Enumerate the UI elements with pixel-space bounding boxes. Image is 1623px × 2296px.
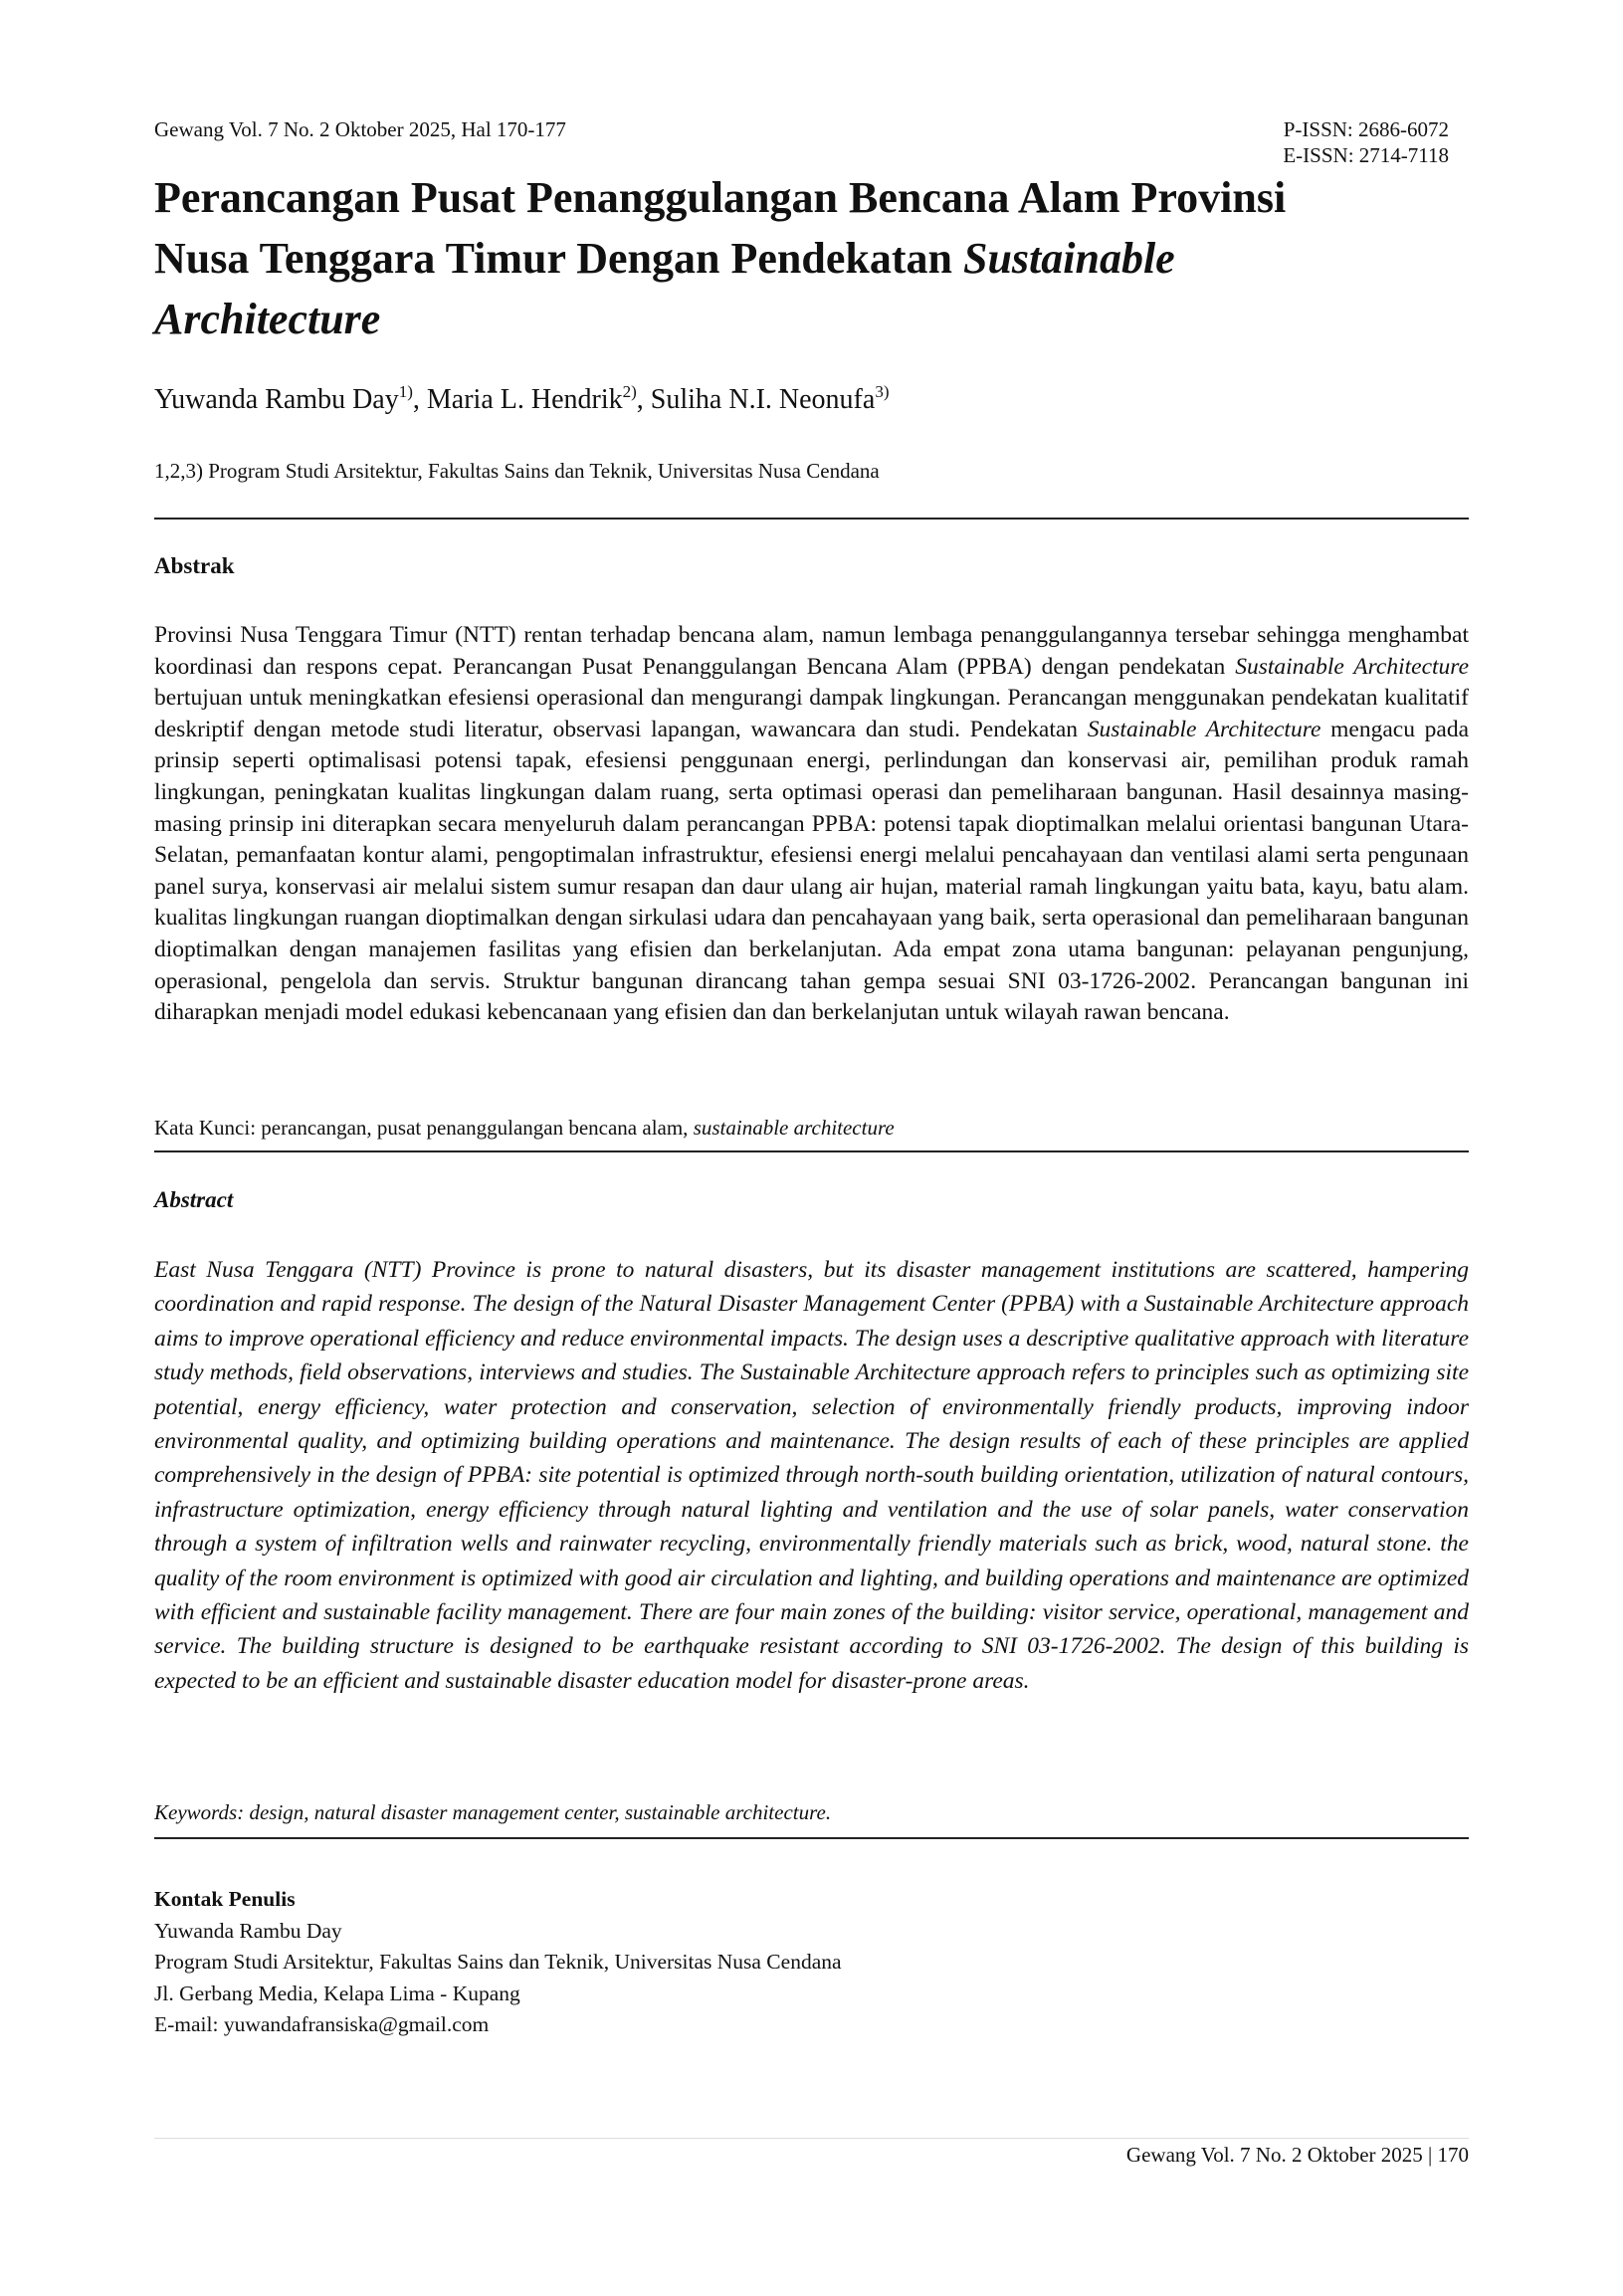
author-separator: , <box>636 384 651 415</box>
title-line-1: Perancangan Pusat Penanggulangan Bencana Alam Provinsi <box>154 173 1287 222</box>
author-list <box>154 383 889 417</box>
issn-block <box>1283 116 1449 168</box>
author-name: Yuwanda Rambu Day <box>154 384 399 415</box>
abstract-body: East Nusa Tenggara (NTT) Province is prone to natural disasters, but its disaster management institutions are scattered, hampering coordination and rapid response. The design of the Natural Disaster Management Center (PPBA) with a Sustainable Architecture approach aims to improve operational efficiency and reduce environmental impacts. The design uses a descriptive qualitative approach with literature study methods, field observations, interviews and studies. The Sustainable Architecture approach refers to principles such as optimizing site potential, energy efficiency, water protection and conservation, selection of environmentally friendly products, improving indoor environmental quality, and optimizing building operations and maintenance. The design results of each of these principles are applied comprehensively in the design of PPBA: site potential is optimized through north-south building orientation, utilization of natural contours, infrastructure optimization, energy efficiency through natural lighting and ventilation and the use of solar panels, water conservation through a system of infiltration wells and rainwater recycling, environmentally friendly materials such as brick, wood, natural stone. the quality of the room environment is optimized with good air circulation and lighting, and building operations and maintenance are optimized with efficient and sustainable facility management. There are four main zones of the building: visitor service, operational, management and service. The building structure is designed to be earthquake resistant according to SNI 03-1726-2002. The design of this building is expected to be an efficient and sustainable disaster education model for disaster-prone areas. <box>154 1257 1469 1694</box>
author-separator: , <box>412 384 427 415</box>
title-italic-sustainable: Sustainable <box>962 234 1175 283</box>
kata-kunci-italic: sustainable architecture <box>693 1116 895 1140</box>
p-issn: P-ISSN: 2686-6072 <box>1283 117 1449 141</box>
abstrak-heading: Abstrak <box>154 553 235 578</box>
author-affiliation-mark: 2) <box>622 382 637 401</box>
abstrak-text-part: Provinsi Nusa Tenggara Timur (NTT) rentan terhadap bencana alam, namun lembaga penanggulangannya tersebar sehingga menghambat koordinasi dan respons cepat. Perancangan Pusat Penanggulangan Bencana Alam (PPBA) dengan pendekatan <box>154 622 1469 680</box>
title-italic-architecture: Architecture <box>154 295 381 343</box>
abstrak-text-part: bertujuan untuk meningkatkan efesiensi operasional dan mengurangi dampak lingkungan. Perancangan menggunakan pendekatan kualitatif deskriptif dengan metode studi literatur, observasi lapangan, wawancara dan studi. Pendekatan <box>154 685 1469 742</box>
divider <box>154 518 1469 520</box>
affiliation: 1,2,3) Program Studi Arsitektur, Fakultas Sains dan Teknik, Universitas Nusa Cendana <box>154 459 880 483</box>
contact-email: E-mail: yuwandafransiska@gmail.com <box>154 2012 490 2036</box>
author-affiliation-mark: 1) <box>398 382 413 401</box>
kata-kunci <box>154 1115 895 1141</box>
journal-citation: Gewang Vol. 7 No. 2 Oktober 2025, Hal 170-177 <box>154 117 566 141</box>
abstrak-italic-term: Sustainable Architecture <box>1087 716 1321 742</box>
divider <box>154 1837 1469 1839</box>
title-line-2: Nusa Tenggara Timur Dengan Pendekatan <box>154 234 963 283</box>
footer-divider <box>154 2138 1469 2139</box>
abstrak-body <box>154 620 1469 1029</box>
divider <box>154 1150 1469 1152</box>
contact-heading: Kontak Penulis <box>154 1887 296 1911</box>
page-footer: Gewang Vol. 7 No. 2 Oktober 2025 | 170 <box>1125 2143 1469 2167</box>
abstract-heading: Abstract <box>154 1187 234 1212</box>
kata-kunci-text: Kata Kunci: perancangan, pusat penanggulangan bencana alam, <box>154 1116 694 1140</box>
abstrak-italic-term: Sustainable Architecture <box>1235 653 1470 680</box>
author-affiliation-mark: 3) <box>875 382 890 401</box>
contact-address: Jl. Gerbang Media, Kelapa Lima - Kupang <box>154 1981 520 2005</box>
paper-title <box>154 167 1448 349</box>
keywords: Keywords: design, natural disaster management center, sustainable architecture. <box>154 1800 832 1824</box>
author-contact <box>154 1884 842 2041</box>
contact-name: Yuwanda Rambu Day <box>154 1918 342 1943</box>
author-name: Maria L. Hendrik <box>426 384 623 415</box>
e-issn: E-ISSN: 2714-7118 <box>1283 143 1449 167</box>
author-name: Suliha N.I. Neonufa <box>650 384 876 415</box>
abstrak-text-part: mengacu pada prinsip seperti optimalisasi potensi tapak, efesiensi penggunaan energi, perlindungan dan konservasi air, pemilihan produk ramah lingkungan, peningkatan kualitas lingkungan dalam ruang, serta optimasi operasi dan pemeliharaan bangunan. Hasil desainnya masing-masing prinsip ini diterapkan secara menyeluruh dalam perancangan PPBA: potensi tapak dioptimalkan melalui orientasi bangunan Utara-Selatan, pemanfaatan kontur alami, pengoptimalan infrastruktur, efesiensi energi melalui pencahayaan dan ventilasi alami serta pengunaan panel surya, konservasi air melalui sistem sumur resapan dan daur ulang air hujan, material ramah lingkungan yaitu bata, kayu, batu alam. kualitas lingkungan ruangan dioptimalkan dengan sirkulasi udara dan pencahayaan yang baik, serta operasional dan pemeliharaan bangunan dioptimalkan dengan manajemen fasilitas yang efisien dan berkelanjutan. Ada empat zona utama bangunan: pelayanan pengunjung, operasional, pengelola dan servis. Struktur bangunan dirancang tahan gempa sesuai SNI 03-1726-2002. Perancangan bangunan ini diharapkan menjadi model edukasi kebencanaan yang efisien dan dan berkelanjutan untuk wilayah rawan bencana. <box>154 716 1470 1026</box>
contact-institution: Program Studi Arsitektur, Fakultas Sains dan Teknik, Universitas Nusa Cendana <box>154 1950 842 1974</box>
